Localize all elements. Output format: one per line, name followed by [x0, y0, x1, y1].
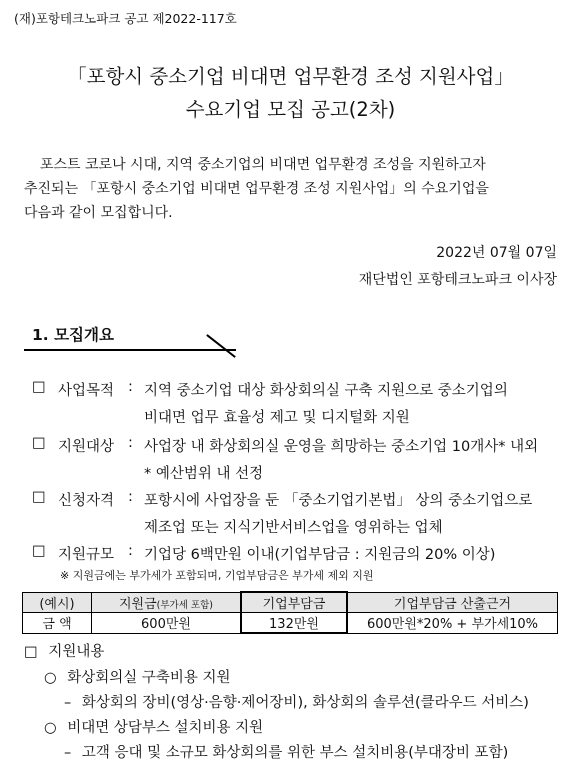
checkbox-bullet: □ [24, 644, 38, 660]
item-eligibility [32, 489, 572, 539]
document-number: (재)포항테크노파크 공고 제2022-117호 [14, 11, 237, 26]
item-purpose [32, 379, 572, 429]
item-scale [32, 543, 572, 565]
item-key: 지원규모 [58, 547, 115, 563]
item-value-line1: 기업당 6백만원 이내(기업부담금 : 지원금의 20% 이상) [144, 547, 496, 563]
dash-bullet: – [64, 745, 72, 761]
checkbox-bullet: □ [32, 435, 46, 451]
item-value-line2: * 예산범위 내 선정 [144, 466, 264, 482]
item-colon: : [128, 435, 133, 451]
item-value-line2: 비대면 업무 효율성 제고 및 디지털화 지원 [144, 410, 410, 426]
support-sub-detail-2 [64, 741, 508, 762]
table-header-text: 지원금 [118, 596, 157, 612]
item-colon: : [128, 379, 133, 395]
item-key: 사업목적 [58, 383, 115, 399]
sub-item-text: 비대면 상담부스 설치비용 지원 [67, 720, 264, 736]
section-underline [24, 349, 236, 351]
sub-item-text: 화상회의실 구축비용 지원 [67, 670, 231, 686]
notice-title-line2: 수요기업 모집 공고(2차) [185, 98, 396, 121]
support-title: 지원내용 [48, 644, 105, 660]
table-cell: 600만원*20% + 부가세10% [347, 613, 558, 634]
item-value-line2: 제조업 또는 지식기반서비스업을 영위하는 업체 [144, 520, 443, 536]
circle-bullet: ○ [44, 670, 57, 686]
item-value-line1: 포항시에 사업장을 둔 「중소기업기본법」 상의 중소기업으로 [144, 493, 533, 509]
checkbox-bullet: □ [32, 543, 46, 559]
table-header-cell: 기업부담금 [241, 592, 347, 613]
item-value-line1: 사업장 내 화상회의실 운영을 희망하는 중소기업 10개사* 내외 [144, 439, 539, 455]
table-header-cell [92, 592, 242, 613]
table-header-cell: 기업부담금 산출근거 [347, 592, 558, 613]
support-sub-detail-1 [64, 691, 529, 712]
intro-line-2: 추진되는 「포항시 중소기업 비대면 업무환경 조성 지원사업」의 수요기업을 [24, 181, 489, 197]
cost-example-table [22, 591, 558, 634]
sub-detail-text: 고객 응대 및 소규모 화상회의를 위한 부스 설치비용(부대장비 포함) [81, 745, 509, 761]
intro-line-3: 다음과 같이 모집합니다. [24, 205, 173, 221]
item-key: 지원대상 [58, 439, 115, 455]
section-title: 1. 모집개요 [32, 326, 114, 344]
table-cell: 600만원 [92, 613, 242, 634]
table-header-row [23, 592, 558, 613]
item-colon: : [128, 489, 133, 505]
checkbox-bullet: □ [32, 379, 46, 395]
table-cell: 금 액 [23, 613, 92, 634]
notice-title-line1: 「포항시 중소기업 비대면 업무환경 조성 지원사업」 [67, 65, 514, 88]
item-value-line1: 지역 중소기업 대상 화상회의실 구축 지원으로 중소기업의 [144, 383, 508, 399]
table-row [23, 613, 558, 634]
item-colon: : [128, 543, 133, 559]
section-heading [24, 318, 244, 350]
intro-line-1: 포스트 코로나 시대, 지역 중소기업의 비대면 업무환경 조성을 지원하고자 [40, 157, 486, 173]
support-sub-item-1 [44, 666, 231, 687]
circle-bullet: ○ [44, 720, 57, 736]
table-header-subtext: (부가세 포함) [156, 599, 213, 611]
intro-paragraph [24, 153, 489, 225]
issuer-name: 재단법인 포항테크노파크 이사장 [358, 272, 557, 288]
section-diagonal-line [207, 334, 236, 357]
sub-detail-text: 화상회의 장비(영상·음향·제어장비), 화상회의 솔루션(클라우드 서비스) [81, 695, 529, 711]
dash-bullet: – [64, 695, 72, 711]
item-key: 신청자격 [58, 493, 115, 509]
support-sub-item-2 [44, 716, 263, 737]
support-heading [24, 640, 104, 661]
vat-note: ※ 지원금에는 부가세가 포함되며, 기업부담금은 부가세 제외 지원 [60, 569, 374, 582]
item-target [32, 435, 572, 485]
checkbox-bullet: □ [32, 489, 46, 505]
notice-date: 2022년 07월 07일 [436, 245, 557, 261]
table-cell: 132만원 [241, 613, 347, 634]
table-header-cell: (예시) [23, 592, 92, 613]
